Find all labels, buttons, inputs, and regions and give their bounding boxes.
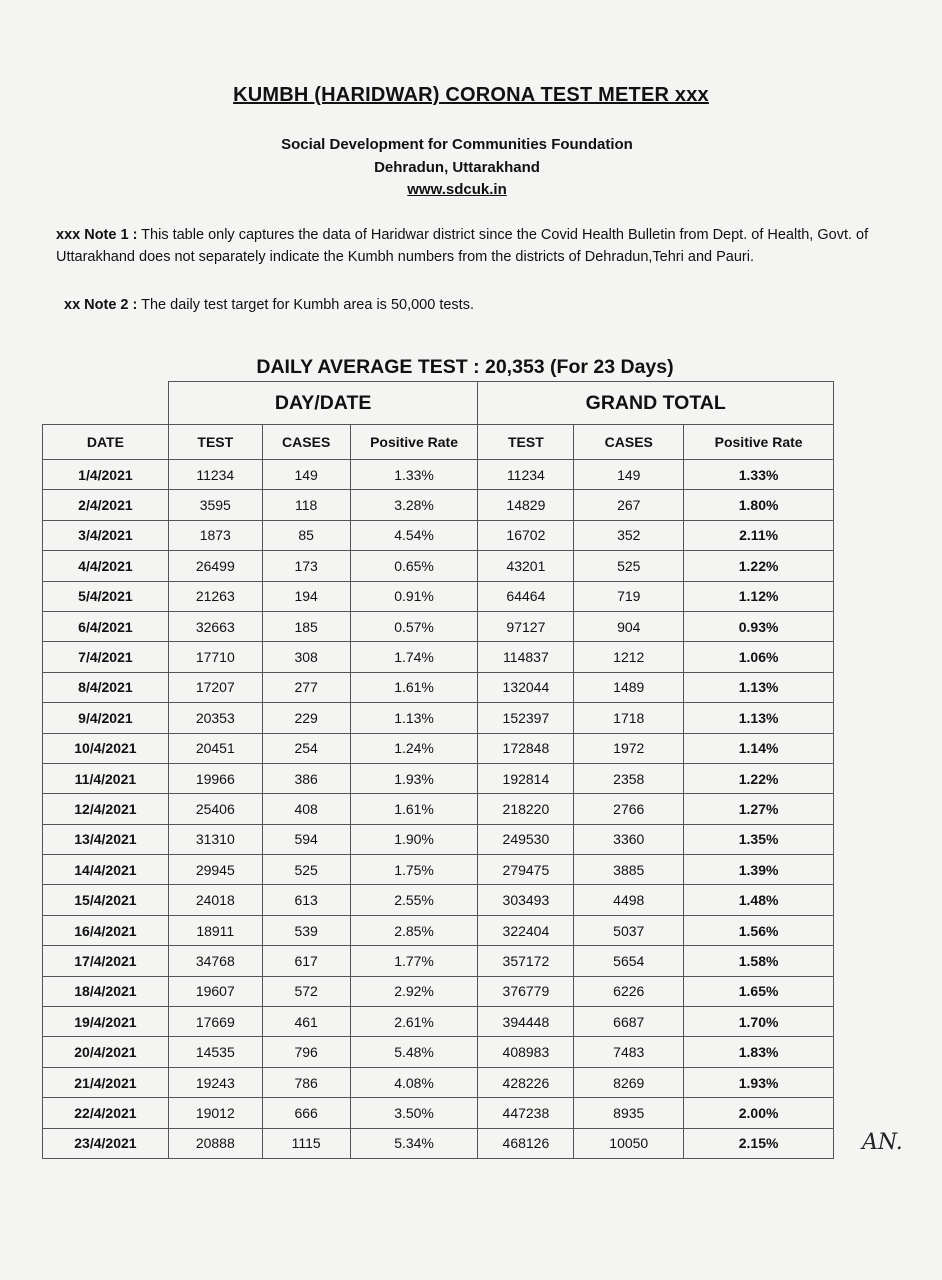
cases-cell: 118 <box>262 490 350 520</box>
total-cases-cell: 1972 <box>574 733 684 763</box>
total-positive-rate-cell: 1.70% <box>684 1007 834 1037</box>
cases-cell: 85 <box>262 520 350 550</box>
test-cell: 17669 <box>168 1007 262 1037</box>
date-cell: 2/4/2021 <box>43 490 169 520</box>
test-cell: 19243 <box>168 1067 262 1097</box>
positive-rate-cell: 2.55% <box>350 885 478 915</box>
test-cell: 24018 <box>168 885 262 915</box>
total-positive-rate-cell: 1.35% <box>684 824 834 854</box>
date-cell: 11/4/2021 <box>43 763 169 793</box>
total-positive-rate-cell: 1.13% <box>684 703 834 733</box>
date-cell: 22/4/2021 <box>43 1098 169 1128</box>
date-cell: 23/4/2021 <box>43 1128 169 1158</box>
total-test-cell: 43201 <box>478 551 574 581</box>
positive-rate-cell: 1.77% <box>350 946 478 976</box>
total-cases-cell: 352 <box>574 520 684 550</box>
handwritten-initials: AN. <box>862 1130 903 1155</box>
date-cell: 5/4/2021 <box>43 581 169 611</box>
table-row <box>43 642 834 672</box>
group-header-total: GRAND TOTAL <box>478 382 834 425</box>
table-row <box>43 611 834 641</box>
table-row <box>43 703 834 733</box>
daily-average-heading: DAILY AVERAGE TEST : 20,353 (For 23 Days) <box>256 356 674 378</box>
organization-location: Dehradun, Uttarakhand <box>374 158 540 176</box>
total-positive-rate-cell: 2.00% <box>684 1098 834 1128</box>
positive-rate-cell: 1.13% <box>350 703 478 733</box>
total-cases-cell: 6687 <box>574 1007 684 1037</box>
date-cell: 16/4/2021 <box>43 915 169 945</box>
note-1-label: xxx Note 1 : <box>56 227 138 243</box>
total-positive-rate-cell: 1.22% <box>684 551 834 581</box>
table-row <box>43 490 834 520</box>
test-cell: 18911 <box>168 915 262 945</box>
date-cell: 21/4/2021 <box>43 1067 169 1097</box>
total-test-cell: 152397 <box>478 703 574 733</box>
positive-rate-cell: 2.85% <box>350 915 478 945</box>
table-row <box>43 855 834 885</box>
test-cell: 34768 <box>168 946 262 976</box>
cases-cell: 185 <box>262 611 350 641</box>
total-cases-cell: 267 <box>574 490 684 520</box>
total-cases-cell: 1489 <box>574 672 684 702</box>
organization-website: www.sdcuk.in <box>407 181 507 198</box>
date-cell: 6/4/2021 <box>43 611 169 641</box>
positive-rate-cell: 2.92% <box>350 976 478 1006</box>
table-row <box>43 1037 834 1067</box>
total-test-cell: 14829 <box>478 490 574 520</box>
positive-rate-cell: 2.61% <box>350 1007 478 1037</box>
total-test-cell: 303493 <box>478 885 574 915</box>
total-cases-cell: 2358 <box>574 763 684 793</box>
total-positive-rate-cell: 1.56% <box>684 915 834 945</box>
column-header-total-cases: CASES <box>574 425 684 460</box>
test-cell: 25406 <box>168 794 262 824</box>
cases-cell: 539 <box>262 915 350 945</box>
total-positive-rate-cell: 1.12% <box>684 581 834 611</box>
total-positive-rate-cell: 1.14% <box>684 733 834 763</box>
date-cell: 17/4/2021 <box>43 946 169 976</box>
test-meter-table <box>42 381 834 1159</box>
table-row <box>43 551 834 581</box>
table-row <box>43 976 834 1006</box>
date-cell: 13/4/2021 <box>43 824 169 854</box>
column-header-total-test: TEST <box>478 425 574 460</box>
note-2-label: xx Note 2 : <box>64 297 138 313</box>
test-cell: 32663 <box>168 611 262 641</box>
cases-cell: 1115 <box>262 1128 350 1158</box>
total-positive-rate-cell: 1.22% <box>684 763 834 793</box>
table-row <box>43 763 834 793</box>
cases-cell: 786 <box>262 1067 350 1097</box>
total-test-cell: 408983 <box>478 1037 574 1067</box>
total-positive-rate-cell: 1.93% <box>684 1067 834 1097</box>
note-2 <box>64 294 864 316</box>
note-1 <box>56 224 876 268</box>
total-positive-rate-cell: 1.13% <box>684 672 834 702</box>
table-row <box>43 1067 834 1097</box>
total-cases-cell: 8269 <box>574 1067 684 1097</box>
cases-cell: 173 <box>262 551 350 581</box>
column-header-test: TEST <box>168 425 262 460</box>
test-cell: 3595 <box>168 490 262 520</box>
column-header-total-positive-rate: Positive Rate <box>684 425 834 460</box>
test-cell: 20353 <box>168 703 262 733</box>
cases-cell: 386 <box>262 763 350 793</box>
document-title: KUMBH (HARIDWAR) CORONA TEST METER xxx <box>233 84 709 106</box>
total-cases-cell: 5037 <box>574 915 684 945</box>
note-2-text: The daily test target for Kumbh area is 50,000 tests. <box>137 297 474 313</box>
positive-rate-cell: 1.74% <box>350 642 478 672</box>
table-row <box>43 1007 834 1037</box>
test-cell: 19012 <box>168 1098 262 1128</box>
note-1-text: This table only captures the data of Haridwar district since the Covid Health Bulletin from Dept. of Health, Govt. of Uttarakhand does not separately indicate the Kumbh numbers from the districts of Dehradun,Tehri and Pauri. <box>56 227 869 265</box>
total-cases-cell: 4498 <box>574 885 684 915</box>
total-cases-cell: 1718 <box>574 703 684 733</box>
total-test-cell: 357172 <box>478 946 574 976</box>
total-positive-rate-cell: 1.39% <box>684 855 834 885</box>
total-test-cell: 64464 <box>478 581 574 611</box>
header-blank-cell <box>43 382 169 425</box>
group-header-row <box>43 382 834 425</box>
total-cases-cell: 7483 <box>574 1037 684 1067</box>
table-row <box>43 460 834 490</box>
cases-cell: 617 <box>262 946 350 976</box>
positive-rate-cell: 1.93% <box>350 763 478 793</box>
cases-cell: 308 <box>262 642 350 672</box>
table-row <box>43 885 834 915</box>
total-test-cell: 16702 <box>478 520 574 550</box>
total-positive-rate-cell: 1.58% <box>684 946 834 976</box>
date-cell: 3/4/2021 <box>43 520 169 550</box>
total-positive-rate-cell: 1.27% <box>684 794 834 824</box>
date-cell: 18/4/2021 <box>43 976 169 1006</box>
test-cell: 17710 <box>168 642 262 672</box>
positive-rate-cell: 1.33% <box>350 460 478 490</box>
table-row <box>43 520 834 550</box>
cases-cell: 796 <box>262 1037 350 1067</box>
test-cell: 17207 <box>168 672 262 702</box>
cases-cell: 408 <box>262 794 350 824</box>
total-test-cell: 132044 <box>478 672 574 702</box>
total-cases-cell: 525 <box>574 551 684 581</box>
test-cell: 29945 <box>168 855 262 885</box>
cases-cell: 572 <box>262 976 350 1006</box>
table-row <box>43 915 834 945</box>
total-cases-cell: 149 <box>574 460 684 490</box>
positive-rate-cell: 1.61% <box>350 794 478 824</box>
total-cases-cell: 719 <box>574 581 684 611</box>
total-test-cell: 192814 <box>478 763 574 793</box>
cases-cell: 613 <box>262 885 350 915</box>
test-cell: 19966 <box>168 763 262 793</box>
test-cell: 11234 <box>168 460 262 490</box>
total-test-cell: 97127 <box>478 611 574 641</box>
total-positive-rate-cell: 2.15% <box>684 1128 834 1158</box>
column-header-cases: CASES <box>262 425 350 460</box>
total-test-cell: 428226 <box>478 1067 574 1097</box>
test-cell: 26499 <box>168 551 262 581</box>
total-test-cell: 279475 <box>478 855 574 885</box>
total-test-cell: 394448 <box>478 1007 574 1037</box>
total-cases-cell: 10050 <box>574 1128 684 1158</box>
positive-rate-cell: 3.28% <box>350 490 478 520</box>
date-cell: 14/4/2021 <box>43 855 169 885</box>
total-positive-rate-cell: 1.83% <box>684 1037 834 1067</box>
date-cell: 20/4/2021 <box>43 1037 169 1067</box>
date-cell: 4/4/2021 <box>43 551 169 581</box>
positive-rate-cell: 0.57% <box>350 611 478 641</box>
total-positive-rate-cell: 1.80% <box>684 490 834 520</box>
test-cell: 20888 <box>168 1128 262 1158</box>
positive-rate-cell: 4.54% <box>350 520 478 550</box>
cases-cell: 254 <box>262 733 350 763</box>
positive-rate-cell: 0.65% <box>350 551 478 581</box>
total-positive-rate-cell: 1.48% <box>684 885 834 915</box>
organization-name: Social Development for Communities Foundation <box>281 136 633 153</box>
total-cases-cell: 3885 <box>574 855 684 885</box>
date-cell: 15/4/2021 <box>43 885 169 915</box>
cases-cell: 666 <box>262 1098 350 1128</box>
total-test-cell: 468126 <box>478 1128 574 1158</box>
table-row <box>43 733 834 763</box>
table-row <box>43 946 834 976</box>
total-cases-cell: 3360 <box>574 824 684 854</box>
column-header-positive-rate: Positive Rate <box>350 425 478 460</box>
cases-cell: 594 <box>262 824 350 854</box>
test-cell: 20451 <box>168 733 262 763</box>
positive-rate-cell: 4.08% <box>350 1067 478 1097</box>
test-cell: 1873 <box>168 520 262 550</box>
total-positive-rate-cell: 0.93% <box>684 611 834 641</box>
positive-rate-cell: 1.90% <box>350 824 478 854</box>
date-cell: 19/4/2021 <box>43 1007 169 1037</box>
date-cell: 7/4/2021 <box>43 642 169 672</box>
test-cell: 19607 <box>168 976 262 1006</box>
cases-cell: 194 <box>262 581 350 611</box>
total-test-cell: 218220 <box>478 794 574 824</box>
column-header-date: DATE <box>43 425 169 460</box>
total-cases-cell: 8935 <box>574 1098 684 1128</box>
date-cell: 8/4/2021 <box>43 672 169 702</box>
date-cell: 12/4/2021 <box>43 794 169 824</box>
table-row <box>43 1098 834 1128</box>
positive-rate-cell: 1.61% <box>350 672 478 702</box>
table-row <box>43 794 834 824</box>
cases-cell: 525 <box>262 855 350 885</box>
total-positive-rate-cell: 1.06% <box>684 642 834 672</box>
test-cell: 21263 <box>168 581 262 611</box>
total-test-cell: 249530 <box>478 824 574 854</box>
test-cell: 31310 <box>168 824 262 854</box>
positive-rate-cell: 5.48% <box>350 1037 478 1067</box>
total-cases-cell: 2766 <box>574 794 684 824</box>
positive-rate-cell: 5.34% <box>350 1128 478 1158</box>
date-cell: 10/4/2021 <box>43 733 169 763</box>
total-test-cell: 447238 <box>478 1098 574 1128</box>
total-cases-cell: 904 <box>574 611 684 641</box>
total-positive-rate-cell: 1.33% <box>684 460 834 490</box>
total-test-cell: 376779 <box>478 976 574 1006</box>
cases-cell: 277 <box>262 672 350 702</box>
table-row <box>43 1128 834 1158</box>
total-cases-cell: 6226 <box>574 976 684 1006</box>
total-cases-cell: 5654 <box>574 946 684 976</box>
total-cases-cell: 1212 <box>574 642 684 672</box>
total-positive-rate-cell: 1.65% <box>684 976 834 1006</box>
total-positive-rate-cell: 2.11% <box>684 520 834 550</box>
positive-rate-cell: 3.50% <box>350 1098 478 1128</box>
organization-block <box>0 134 914 202</box>
group-header-day: DAY/DATE <box>168 382 478 425</box>
cases-cell: 461 <box>262 1007 350 1037</box>
cases-cell: 149 <box>262 460 350 490</box>
cases-cell: 229 <box>262 703 350 733</box>
total-test-cell: 322404 <box>478 915 574 945</box>
table-row <box>43 581 834 611</box>
table-row <box>43 672 834 702</box>
positive-rate-cell: 1.75% <box>350 855 478 885</box>
date-cell: 1/4/2021 <box>43 460 169 490</box>
total-test-cell: 114837 <box>478 642 574 672</box>
positive-rate-cell: 0.91% <box>350 581 478 611</box>
total-test-cell: 172848 <box>478 733 574 763</box>
positive-rate-cell: 1.24% <box>350 733 478 763</box>
date-cell: 9/4/2021 <box>43 703 169 733</box>
table-row <box>43 824 834 854</box>
test-cell: 14535 <box>168 1037 262 1067</box>
column-header-row <box>43 425 834 460</box>
total-test-cell: 11234 <box>478 460 574 490</box>
